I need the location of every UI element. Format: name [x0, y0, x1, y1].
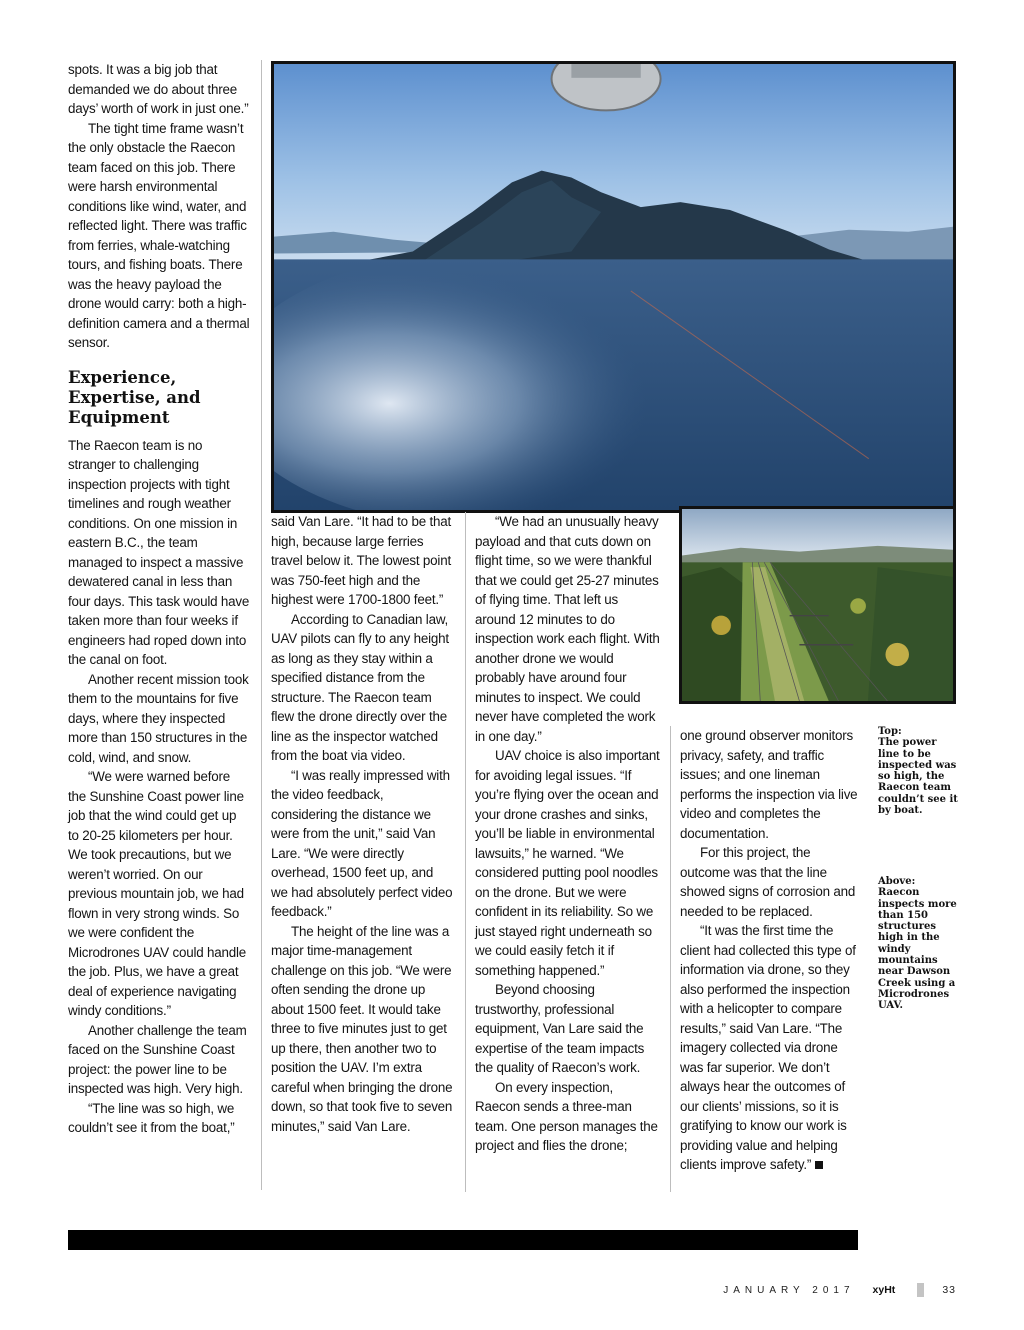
paragraph: According to Canadian law, UAV pilots can fly to any height as long as they stay within a specified distance from the structure. The Raecon team flew the drone directly over the line as the inspector watched from the boat via video. — [271, 611, 449, 763]
paragraph: The Raecon team is no stranger to challenging inspection projects with tight timelines and rough weather conditions. On one mission in eastern B.C., the team managed to inspect a massive dewatered canal in less than four days. This task would have taken more than four weeks if engineers had roped down into the canal on foot. — [68, 437, 250, 667]
paragraph: Another challenge the team faced on the Sunshine Coast project: the power line to be inspected was high. Very high. — [68, 1022, 247, 1096]
caption-label: Top: — [878, 726, 902, 737]
paragraph: “We had an unusually heavy payload and that cuts down on flight time, so we were thankful that we could get 25-27 minutes of flying time. That left us around 12 minutes to do inspection work each flight. With another drone we would probably have around four minutes to inspect. We could never have completed the work in one day.” — [475, 514, 660, 744]
magazine-brand: xyHt — [872, 1284, 896, 1296]
paragraph: For this project, the outcome was that the line showed signs of corrosion and needed to be replaced. — [680, 845, 856, 919]
paragraph: Beyond choosing trustworthy, professional equipment, Van Lare said the expertise of the team impacts the quality of Raecon’s work. — [475, 982, 645, 1075]
caption-top-photo — [878, 726, 958, 816]
caption-text: Raecon inspects more than 150 structures high in the windy mountains near Dawson Creek using a Microdrones UAV. — [878, 887, 957, 1012]
section-subhead: Experience, Expertise, and Equipment — [68, 367, 201, 427]
page-number: 33 — [942, 1284, 956, 1296]
article-column-3 — [475, 512, 660, 1156]
paragraph: “The line was so high, we couldn’t see it from the boat,” — [68, 1100, 235, 1135]
page-footer — [723, 1282, 956, 1298]
page-marker-block — [917, 1283, 924, 1297]
caption-text: The power line to be inspected was so high, the Raecon team couldn’t see it by boat. — [878, 737, 958, 817]
end-of-article-mark-icon — [815, 1161, 823, 1169]
caption-label: Above: — [878, 876, 916, 887]
lake-mountain-photo — [271, 61, 956, 513]
article-column-2 — [271, 512, 453, 1136]
paragraph: Another recent mission took them to the mountains for five days, where they inspected more than 150 structures in the cold, wind, and snow. — [68, 671, 249, 765]
article-column-1 — [68, 60, 250, 1138]
article-column-4 — [680, 726, 860, 1175]
paragraph-text: “It was the first time the client had collected this type of information via drone, so they also performed the inspection with a helicopter to compare results,” said Van Lare. “The imagery collected via drone was far superior. We don’t always hear the outcomes of our clients’ missions, so it is gratifying to know our work is providing value and helping clients improve safety.” — [680, 923, 856, 1172]
footer-black-bar — [68, 1230, 858, 1250]
paragraph: On every inspection, Raecon sends a three-man team. One person manages the project and flies the drone; — [475, 1079, 658, 1153]
paragraph: “We were warned before the Sunshine Coast power line job that the wind could get up to 20-25 kilometers per hour. We took precautions, but we weren’t worried. On our previous mountain job, we had flown in very strong winds. So we were confident the Microdrones UAV could handle the job. Plus, we have a great deal of experience navigating windy conditions.” — [68, 769, 246, 1018]
paragraph: one ground observer monitors privacy, safety, and traffic issues; and one lineman performs the inspection via live video and completes the documentation. — [680, 728, 858, 841]
paragraph: UAV choice is also important for avoiding legal issues. “If you’re flying over the ocean and your drone crashes and sinks, you’ll be liable in environmental lawsuits,” he warned. “We considered putting pool noodles on the drone. But we were confident in its reliability. So we just stayed right underneath so we could easily fetch it if something happened.” — [475, 748, 660, 978]
paragraph — [680, 921, 860, 1175]
power-line-corridor-photo — [679, 506, 956, 704]
column-divider — [261, 60, 262, 1190]
issue-date: JANUARY 2017 — [723, 1284, 855, 1296]
column-divider — [465, 512, 466, 1192]
caption-above-photo — [878, 876, 958, 1012]
paragraph: spots. It was a big job that demanded we do about three days’ worth of work in just one.” — [68, 62, 249, 116]
lake-mountain-image — [274, 64, 953, 510]
column-divider — [670, 726, 671, 1192]
paragraph: “I was really impressed with the video feedback, considering the distance we were from the unit,” said Van Lare. “We were directly overhead, 1500 feet up, and we had absolutely perfect video feedback.” — [271, 767, 453, 919]
paragraph: The tight time frame wasn’t the only obstacle the Raecon team faced on this job. There were harsh environmental conditions like wind, water, and reflected light. There was traffic from ferries, whale-watching tours, and fishing boats. There was the heavy payload the drone would carry: both a high-definition camera and a thermal sensor. — [68, 120, 250, 350]
paragraph: The height of the line was a major time-management challenge on this job. “We were often sending the drone up about 1500 feet. It would take three to five minutes just to get up there, then another two to position the UAV. I’m extra careful when bringing the drone down, so that took five to seven minutes,” said Van Lare. — [271, 923, 453, 1134]
paragraph: said Van Lare. “It had to be that high, because large ferries travel below it. The lowest point was 750-feet high and the highest were 1700-1800 feet.” — [271, 514, 451, 607]
power-line-image — [682, 509, 953, 701]
